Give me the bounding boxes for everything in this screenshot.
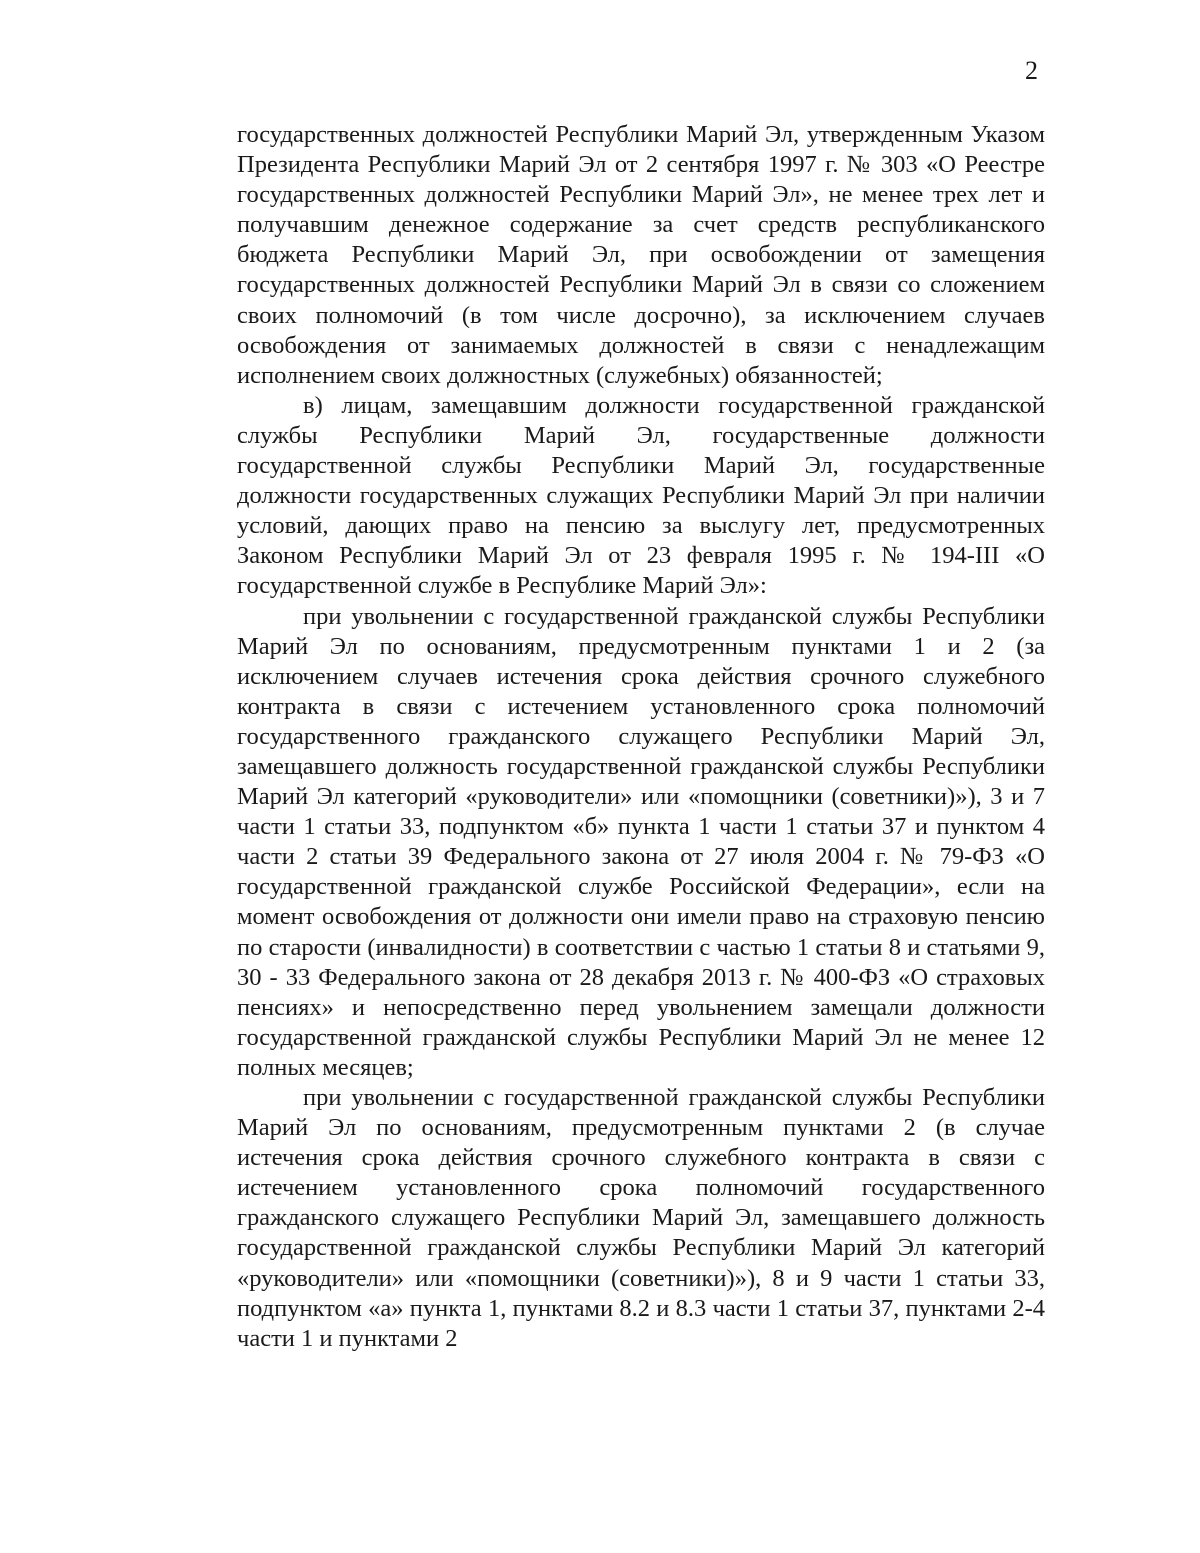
paragraph-item-v: в) лицам, замещавшим должности государственной гражданской службы Республики Марий Эл, государственные должности государственной службы Республики Марий Эл, государственные должности государственных служащих Республики Марий Эл при наличии условий, дающих право на пенсию за выслугу лет, предусмотренных Законом Республики Марий Эл от 23 февраля 1995 г. № 194-III «О государственной службе в Республике Марий Эл»:: [237, 391, 1045, 600]
paragraph-dismissal-condition-2: при увольнении с государственной гражданской службы Республики Марий Эл по основаниям, предусмотренным пунктами 2 (в случае истечения срока действия срочного служебного контракта в связи с истечением установленного срока полномочий государственного гражданского служащего Республики Марий Эл, замещавшего должность государственной гражданской службы Республики Марий Эл категорий «руководители» или «помощники (советники)»), 8 и 9 части 1 статьи 33, подпунктом «а» пункта 1, пунктами 8.2 и 8.3 части 1 статьи 37, пунктами 2-4 части 1 и пунктами 2: [237, 1084, 1045, 1352]
paragraph-dismissal-condition-1: при увольнении с государственной гражданской службы Республики Марий Эл по основаниям, предусмотренным пунктами 1 и 2 (за исключением случаев истечения срока действия срочного служебного контракта в связи с истечением установленного срока полномочий государственного гражданского служащего Республики Марий Эл, замещавшего должность государственной гражданской службы Республики Марий Эл категорий «руководители» или «помощники (советники)»), 3 и 7 части 1 статьи 33, подпунктом «б» пункта 1 части 1 статьи 37 и пунктом 4 части 2 статьи 39 Федерального закона от 27 июля 2004 г. № 79-ФЗ «О государственной гражданской службе Российской Федерации», если на момент освобождения от должности они имели право на страховую пенсию по старости (инвалидности) в соответствии с частью 1 статьи 8 и статьями 9, 30 - 33 Федерального закона от 28 декабря 2013 г. № 400-ФЗ «О страховых пенсиях» и непосредственно перед увольнением замещали должности государственной гражданской службы Республики Марий Эл не менее 12 полных месяцев;: [237, 602, 1045, 1081]
page-number: 2: [1025, 56, 1038, 85]
document-body: [237, 120, 1045, 1354]
paragraph-continuation: государственных должностей Республики Марий Эл, утвержденным Указом Президента Республики Марий Эл от 2 сентября 1997 г. № 303 «О Реестре государственных должностей Республики Марий Эл», не менее трех лет и получавшим денежное содержание за счет средств республиканского бюджета Республики Марий Эл, при освобождении от замещения государственных должностей Республики Марий Эл в связи со сложением своих полномочий (в том числе досрочно), за исключением случаев освобождения от занимаемых должностей в связи с ненадлежащим исполнением своих должностных (служебных) обязанностей;: [237, 121, 1045, 389]
